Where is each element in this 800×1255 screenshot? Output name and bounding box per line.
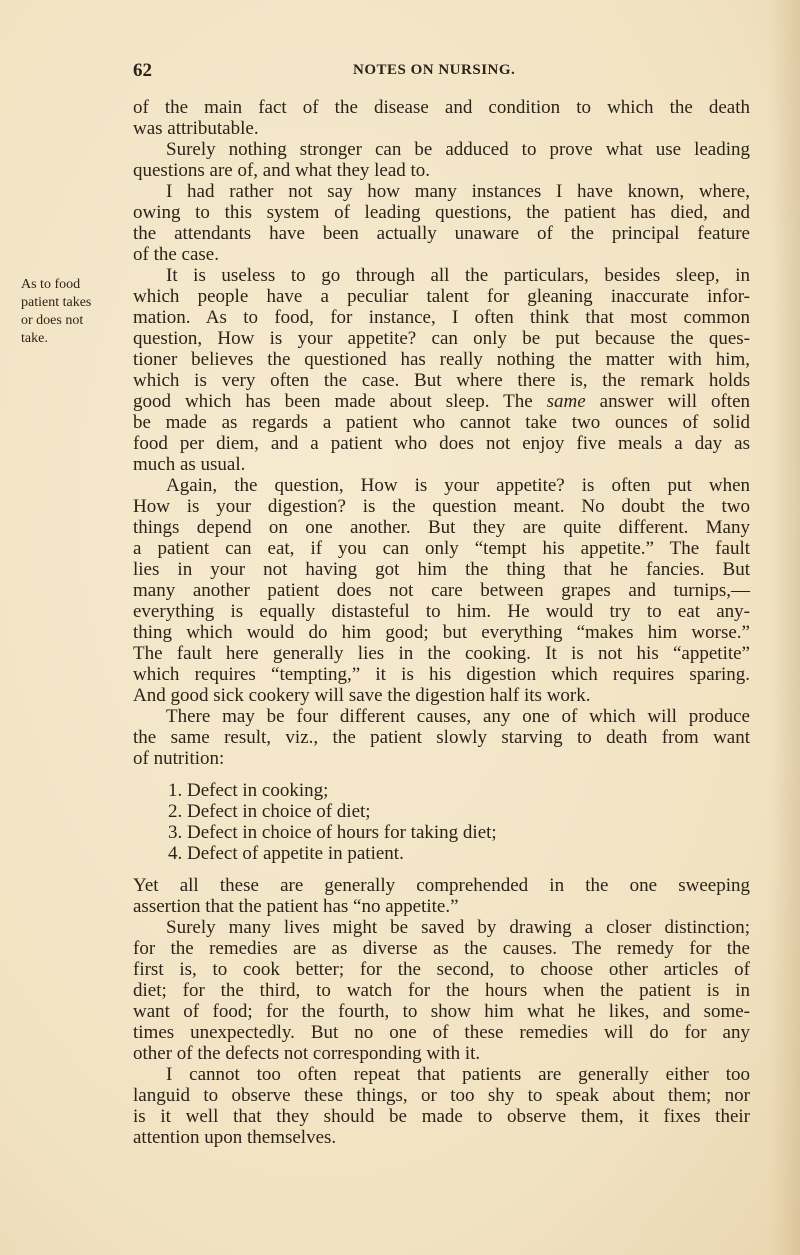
text-line: I had rather not say how many instances I have known, where, [166,181,750,202]
paragraph [133,1064,750,1148]
text-line: The fault here generally lies in the cooking. It is not his “appetite” [133,643,750,664]
text-line: How is your digestion? is the question meant. No doubt the two [133,496,750,517]
text-line: times unexpectedly. But no one of these remedies will do for any [133,1022,750,1043]
text-line: first is, to cook better; for the second, to choose other articles of [133,959,750,980]
page-number: 62 [133,60,152,81]
text-line: Surely many lives might be saved by drawing a closer distinction; [166,917,750,938]
text-line: which requires “tempting,” it is his digestion which requires sparing. [133,664,750,685]
text-line: food per diem, and a patient who does not enjoy five meals a day as [133,433,750,454]
text-line: Yet all these are generally comprehended in the one sweeping [133,875,750,896]
running-title: NOTES ON NURSING. [353,62,516,78]
margin-note [21,276,91,348]
text-line: mation. As to food, for instance, I often think that most common [133,307,750,328]
text-line: attention upon themselves. [133,1127,337,1148]
text-line: of the main fact of the disease and condition to which the death [133,97,750,118]
text-line: assertion that the patient has “no appetite.” [133,896,459,917]
margin-note-line: take. [21,331,48,346]
text-line: many another patient does not care between grapes and turnips,— [133,580,750,601]
text-line: is it well that they should be made to observe them, it fixes their [133,1106,750,1127]
text-line: which people have a peculiar talent for gleaning inaccurate infor- [133,286,750,307]
list-item: 2. Defect in choice of diet; [168,801,371,822]
text-line: things depend on one another. But they are quite different. Many [133,517,750,538]
text-line: a patient can eat, if you can only “tempt his appetite.” The fault [133,538,750,559]
page-edge-shadow [770,0,800,1255]
paragraph [133,181,750,265]
list-item: 4. Defect of appetite in patient. [168,843,404,864]
margin-note-line: patient takes [21,295,92,310]
text-line: be made as regards a patient who cannot take two ounces of solid [133,412,750,433]
text-line: There may be four different causes, any one of which will produce [166,706,750,727]
paragraph [133,706,750,769]
text-line: which is very often the case. But where there is, the remark holds [133,370,750,391]
text-line: Surely nothing stronger can be adduced to prove what use leading [166,139,750,160]
paragraph [133,917,750,1064]
text-line: thing which would do him good; but everything “makes him worse.” [133,622,750,643]
text-line: languid to observe these things, or too shy to speak about them; nor [133,1085,750,1106]
text-line: Again, the question, How is your appetite? is often put when [166,475,750,496]
text-line: tioner believes the questioned has really nothing the matter with him, [133,349,750,370]
text-line: lies in your not having got him the thing that he fancies. But [133,559,750,580]
text-line: was attributable. [133,118,259,139]
text-line: other of the defects not corresponding with it. [133,1043,481,1064]
text-line: want of food; for the fourth, to show him what he likes, and some- [133,1001,750,1022]
italic-text: same [546,391,586,412]
text-segment: answer will often [585,391,751,412]
text-line: It is useless to go through all the particulars, besides sleep, in [166,265,750,286]
text-line: everything is equally distasteful to him. He would try to eat any- [133,601,750,622]
list-item: 3. Defect in choice of hours for taking diet; [168,822,497,843]
text-line: I cannot too often repeat that patients are generally either too [166,1064,750,1085]
text-line [133,391,750,412]
body-text [133,97,750,1148]
page-header [133,60,750,82]
margin-note-line: or does not [21,313,84,328]
paragraph [133,97,750,139]
paragraph [133,139,750,181]
text-line: the attendants have been actually unaware of the principal feature [133,223,750,244]
paragraph [133,265,750,475]
text-line: of the case. [133,244,219,265]
margin-note-line: As to food [21,277,81,292]
text-line: of nutrition: [133,748,225,769]
text-line: the same result, viz., the patient slowly starving to death from want [133,727,750,748]
text-line: much as usual. [133,454,246,475]
text-line: diet; for the third, to watch for the hours when the patient is in [133,980,750,1001]
text-line: questions are of, and what they lead to. [133,160,431,181]
text-line: question, How is your appetite? can only be put because the ques- [133,328,750,349]
paragraph [133,475,750,706]
text-line: owing to this system of leading questions, the patient has died, and [133,202,750,223]
numbered-list [133,769,750,875]
paragraph [133,875,750,917]
text-line: for the remedies are as diverse as the causes. The remedy for the [133,938,750,959]
list-item: 1. Defect in cooking; [168,780,329,801]
text-segment: good which has been made about sleep. The [133,391,547,412]
text-line: And good sick cookery will save the digestion half its work. [133,685,591,706]
